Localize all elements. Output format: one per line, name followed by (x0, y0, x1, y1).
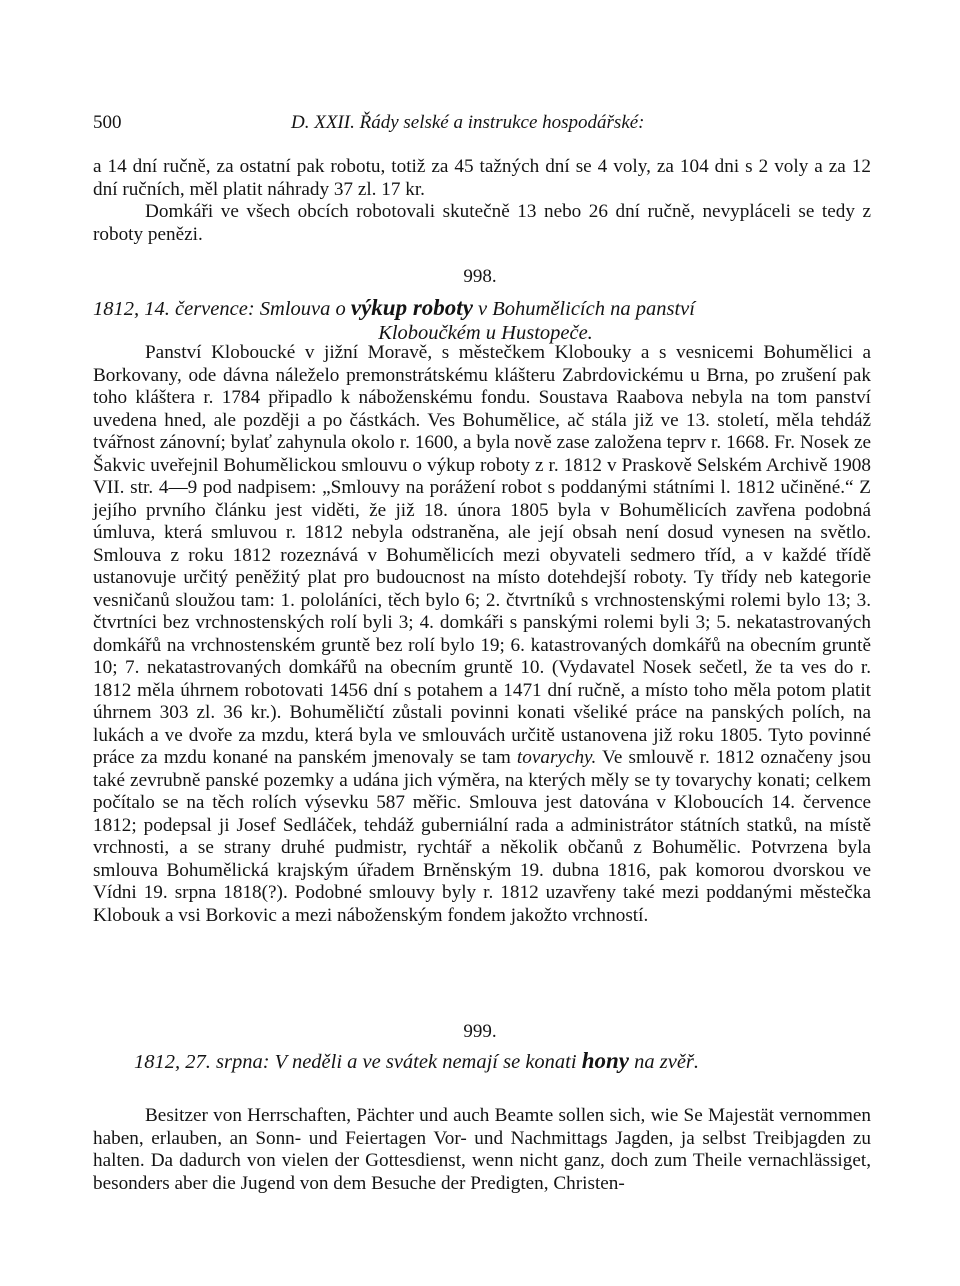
paragraph: Domkáři ve všech obcích robotovali skutečně 13 nebo 26 dní ručně, nevypláceli se tedy z roboty penězi. (93, 201, 871, 245)
entry-body (93, 342, 871, 927)
entry-title (134, 1049, 884, 1074)
page-header (93, 112, 873, 136)
title-text: v Bohumělicích na panství (478, 298, 695, 320)
italic-term: tovarychy. (516, 747, 597, 768)
entry-number: 999. (463, 1021, 497, 1042)
title-emphasis: hony (581, 1048, 629, 1073)
entry-title (93, 296, 878, 345)
title-text: Smlouva o (259, 298, 346, 320)
entry-date: 1812, 27. srpna: (134, 1051, 270, 1073)
page-number: 500 (93, 112, 122, 133)
title-text: na zvěř. (634, 1051, 700, 1073)
entry-body (93, 1105, 871, 1195)
paragraph: Besitzer von Herrschaften, Pächter und auch Beamte sollen sich, wie Se Majestät vernommen haben, erlauben, an Sonn- und Feiertagen Vor- und Nachmittags Jagden, ja selbst Treibjagden zu halten. Da dadurch von vielen der Gottesdienst, wenn nicht ganz, doch zum Theile vernachlässiget, besonders aber die Jugend von dem Besuche der Predigten, Christen- (93, 1105, 871, 1194)
entry-date: 1812, 14. července: (93, 298, 255, 320)
title-text-line2: Kloboučkém u Hustopeče. (378, 322, 593, 344)
body-text: Panství Kloboucké v jižní Moravě, s městečkem Klobouky a s vesnicemi Bohumělici a Borkovany, ode dávna náleželo premonstrátskému klášteru Zabrdovickému u Brna, po zrušení pak toho kláštera r. 1784 připadlo k náboženskému fondu. Soustava Raabova nebyla na tom panství uvedena hned, ale později a po částkách. Ves Bohumělice, ač stála již ve 13. století, měla tehdáž tvářnost zánovní; bylať zahynula okolo r. 1600, a byla nově zase založena teprv r. 1668. Fr. Nosek ze Šakvic uveřejnil Bohumělickou smlouvu o výkup roboty z r. 1812 v Praskově Selském Archivě 1908 VII. str. 4—9 pod nadpisem: „Smlouvy na porážení robot s poddanými státními l. 1812 učiněné.“ Z jejího prvního článku jest viděti, že již 18. února 1805 byla v Bohumělicích zavřena podobná úmluva, která smluvou r. 1812 nebyla odstraněna, ale její obsah není dosud vynesen na světlo. Smlouva z roku 1812 rozeznává v Bohumělicích mezi obyvateli sedmero tříd, a v každé třídě ustanovuje určitý peněžitý plat pro budoucnost na místo dotehdejší roboty. Ty třídy neb kategorie vesničanů sloužou tam: 1. pololáníci, těch bylo 6; 2. čtvrtníků s vrchnostenskými rolemi bylo 13; 3. čtvrtníci bez vrchnostenských rolí byli 3; 4. domkáři s panskými rolemi byli 3; 5. nekatastrovaných domkářů na vrchnostenském gruntě bez rolí bylo 19; 6. katastrovaných domkářů na obecním gruntě 10; 7. nekatastrovaných domkářů na obecním gruntě 10. (Vydavatel Nosek sečetl, že ta ves do r. 1812 měla úhrnem robotovati 1456 dní s potahem a 1471 dní ručně, a místo toho měla potom platit úhrnem 303 zl. 36 kr.). Bohuměličtí zůstali povinni konati všeliké práce na panských polích, na lukách a ve dvoře za mzdu, která byla ve smlouvách určitě ustanovena již roku 1805. Tyto povinné práce za mzdu konané na panském jmenovaly se tam (93, 342, 871, 768)
entry-number: 998. (463, 266, 497, 287)
body-text: Ve smlouvě r. 1812 označeny jsou také zevrubně panské pozemky a udána jich výměra, na kterých měly se ty tovarychy konati; celkem počítalo se na těch rolích výsevku 587 měřic. Smlouva jest datována v Kloboucích 14. července 1812; podepsal ji Josef Sedláček, tehdáž guberniální rada a administrátor státních statků, na místě vrchnosti, a se strany druhé pudmistr, rychtář a několik občanů z Bohumělic. Potvrzena byla smlouva Bohumělická krajským úřadem Brněnským 19. dubna 1816, pak komorou dvorskou ve Vídni 19. srpna 1818(?). Podobné smlouvy byly r. 1812 uzavřeny také mezi poddanými městečka Klobouk a vsi Borkovic a mezi náboženským fondem jakožto vrchností. (93, 747, 871, 926)
title-text: V neděli a ve svátek nemají se konati (274, 1051, 577, 1073)
running-title: D. XXII. Řády selské a instrukce hospodářské: (291, 112, 645, 133)
paragraph (93, 342, 871, 927)
title-emphasis: výkup roboty (350, 295, 473, 320)
paragraph: a 14 dní ručně, za ostatní pak robotu, totiž za 45 tažných dní se 4 voly, za 104 dni s 2 voly a za 12 dní ručních, měl platit náhrady 37 zl. 17 kr. (93, 156, 871, 200)
continued-text (93, 156, 871, 246)
